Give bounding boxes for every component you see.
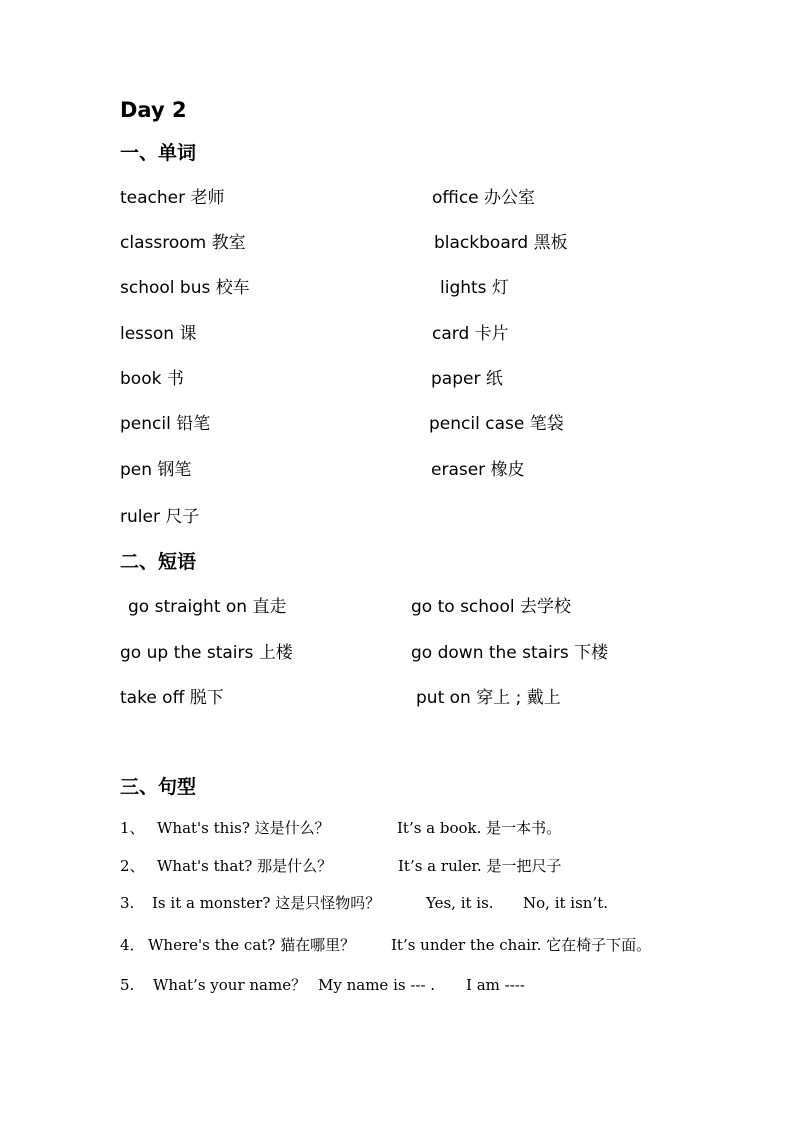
word-item: classroom 教室	[120, 233, 246, 253]
sentence-number: 3.	[120, 894, 135, 912]
section-heading-sentences: 三、句型	[120, 776, 197, 798]
section-heading-phrases: 二、短语	[120, 551, 197, 573]
sentence-answer: Yes, it is.	[426, 894, 494, 912]
phrase-item: take off 脱下	[120, 688, 224, 708]
sentence-number: 4．	[120, 936, 145, 954]
sentence-number: 5.	[120, 976, 135, 994]
word-item: blackboard 黑板	[434, 233, 568, 253]
sentence-question: What’s your name？	[153, 976, 307, 994]
word-item: card 卡片	[432, 324, 509, 344]
sentence-question: Where's the cat? 猫在哪里？	[148, 936, 356, 954]
word-item: lesson 课	[120, 324, 197, 344]
sentence-answer: It’s a book. 是一本书。	[397, 819, 562, 837]
phrase-item: go straight on 直走	[128, 597, 287, 617]
word-item: school bus 校车	[120, 278, 250, 298]
sentence-number: 1、	[120, 819, 145, 837]
word-item: book 书	[120, 369, 184, 389]
phrase-item: go down the stairs 下楼	[411, 643, 609, 663]
page-title: Day 2	[120, 98, 187, 122]
sentence-question: What's that? 那是什么？	[157, 857, 333, 875]
phrase-item: go to school 去学校	[411, 597, 571, 617]
sentence-answer: My name is --- .	[318, 976, 436, 994]
word-item: pencil 铅笔	[120, 414, 211, 434]
sentence-answer: It’s a ruler. 是一把尺子	[398, 857, 562, 875]
section-heading-words: 一、单词	[120, 142, 197, 164]
word-item: teacher 老师	[120, 188, 225, 208]
word-item: pen 钢笔	[120, 460, 192, 480]
word-item: eraser 橡皮	[431, 460, 525, 480]
phrase-item: go up the stairs 上楼	[120, 643, 293, 663]
word-item: ruler 尺子	[120, 507, 200, 527]
sentence-answer: No, it isn’t.	[523, 894, 609, 912]
word-item: lights 灯	[440, 278, 509, 298]
sentence-answer: It’s under the chair. 它在椅子下面。	[391, 936, 652, 954]
word-item: pencil case 笔袋	[429, 414, 564, 434]
sentence-answer: I am ----	[466, 976, 525, 994]
sentence-question: Is it a monster? 这是只怪物吗？	[152, 894, 381, 912]
sentence-number: 2、	[120, 857, 145, 875]
word-item: office 办公室	[432, 188, 536, 208]
word-item: paper 纸	[431, 369, 503, 389]
sentence-question: What's this? 这是什么？	[157, 819, 330, 837]
phrase-item: put on 穿上 ; 戴上	[416, 688, 561, 708]
